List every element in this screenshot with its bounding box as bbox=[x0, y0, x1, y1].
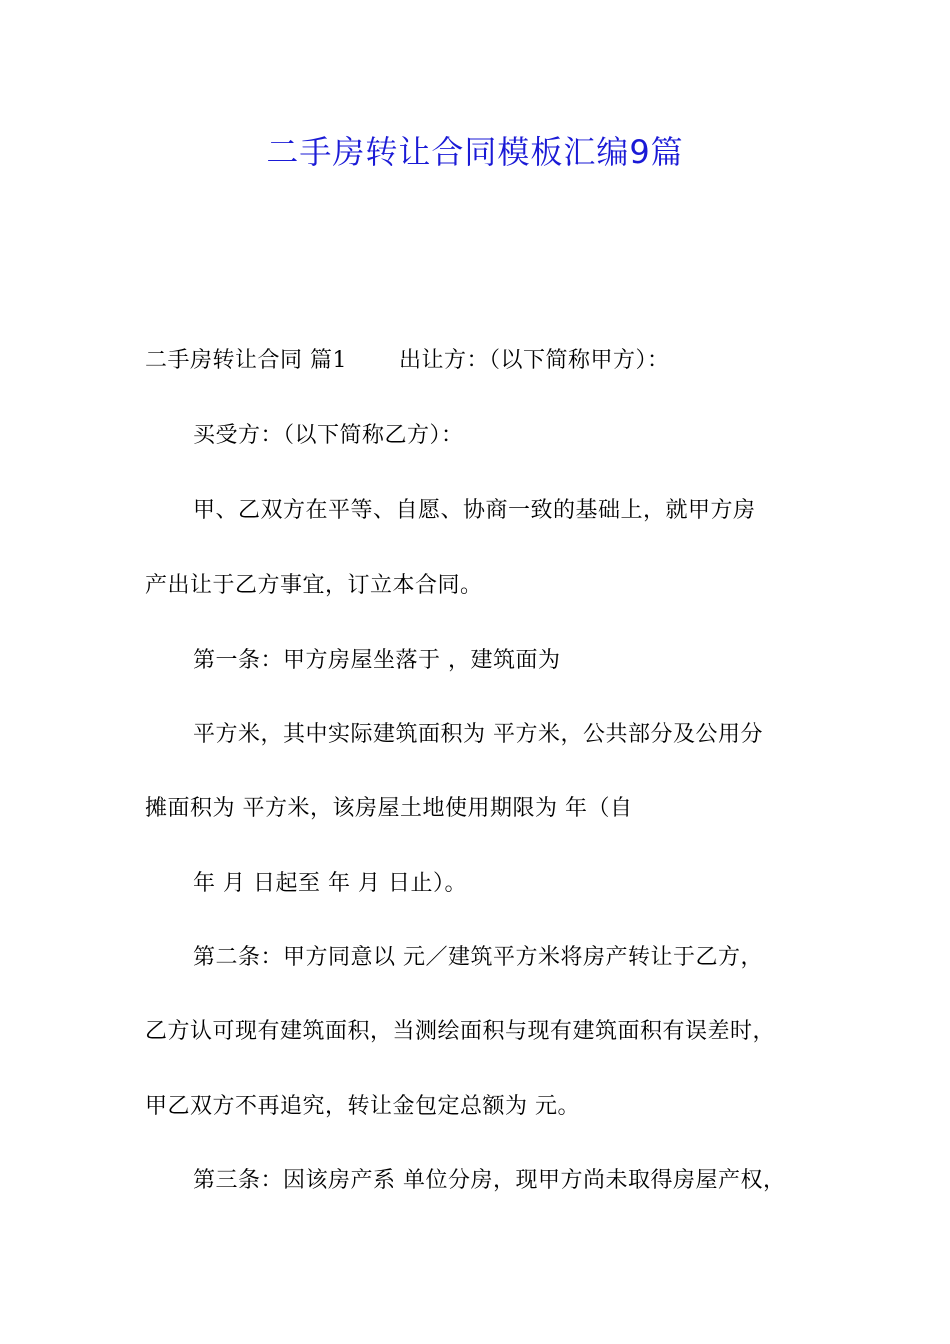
paragraph-line: 甲、乙双方在平等、自愿、协商一致的基础上，就甲方房 bbox=[193, 498, 756, 523]
document-title: 二手房转让合同模板汇编9篇 bbox=[266, 133, 684, 171]
paragraph-line: 平方米，其中实际建筑面积为 平方米，公共部分及公用分 bbox=[193, 722, 763, 747]
paragraph-line bbox=[145, 345, 670, 377]
paragraph-line: 乙方认可现有建筑面积，当测绘面积与现有建筑面积有误差时， bbox=[145, 1019, 776, 1044]
paragraph-line: 第二条：甲方同意以 元／建筑平方米将房产转让于乙方， bbox=[193, 945, 763, 970]
paragraph-line: 买受方：（以下简称乙方）： bbox=[193, 423, 464, 448]
paragraph-line: 第一条：甲方房屋坐落于 ，建筑面为 bbox=[193, 648, 561, 673]
section-heading: 二手房转让合同 篇1 bbox=[145, 348, 347, 373]
paragraph-line: 摊面积为 平方米，该房屋土地使用期限为 年（自 bbox=[145, 796, 633, 821]
paragraph-line: 第三条：因该房产系 单位分房，现甲方尚未取得房屋产权， bbox=[193, 1168, 786, 1193]
paragraph-text: 出让方：（以下简称甲方）： bbox=[399, 348, 670, 373]
paragraph-line: 甲乙双方不再追究，转让金包定总额为 元。 bbox=[145, 1094, 580, 1119]
paragraph-line: 产出让于乙方事宜，订立本合同。 bbox=[145, 573, 483, 598]
paragraph-line: 年 月 日起至 年 月 日止）。 bbox=[193, 871, 467, 896]
